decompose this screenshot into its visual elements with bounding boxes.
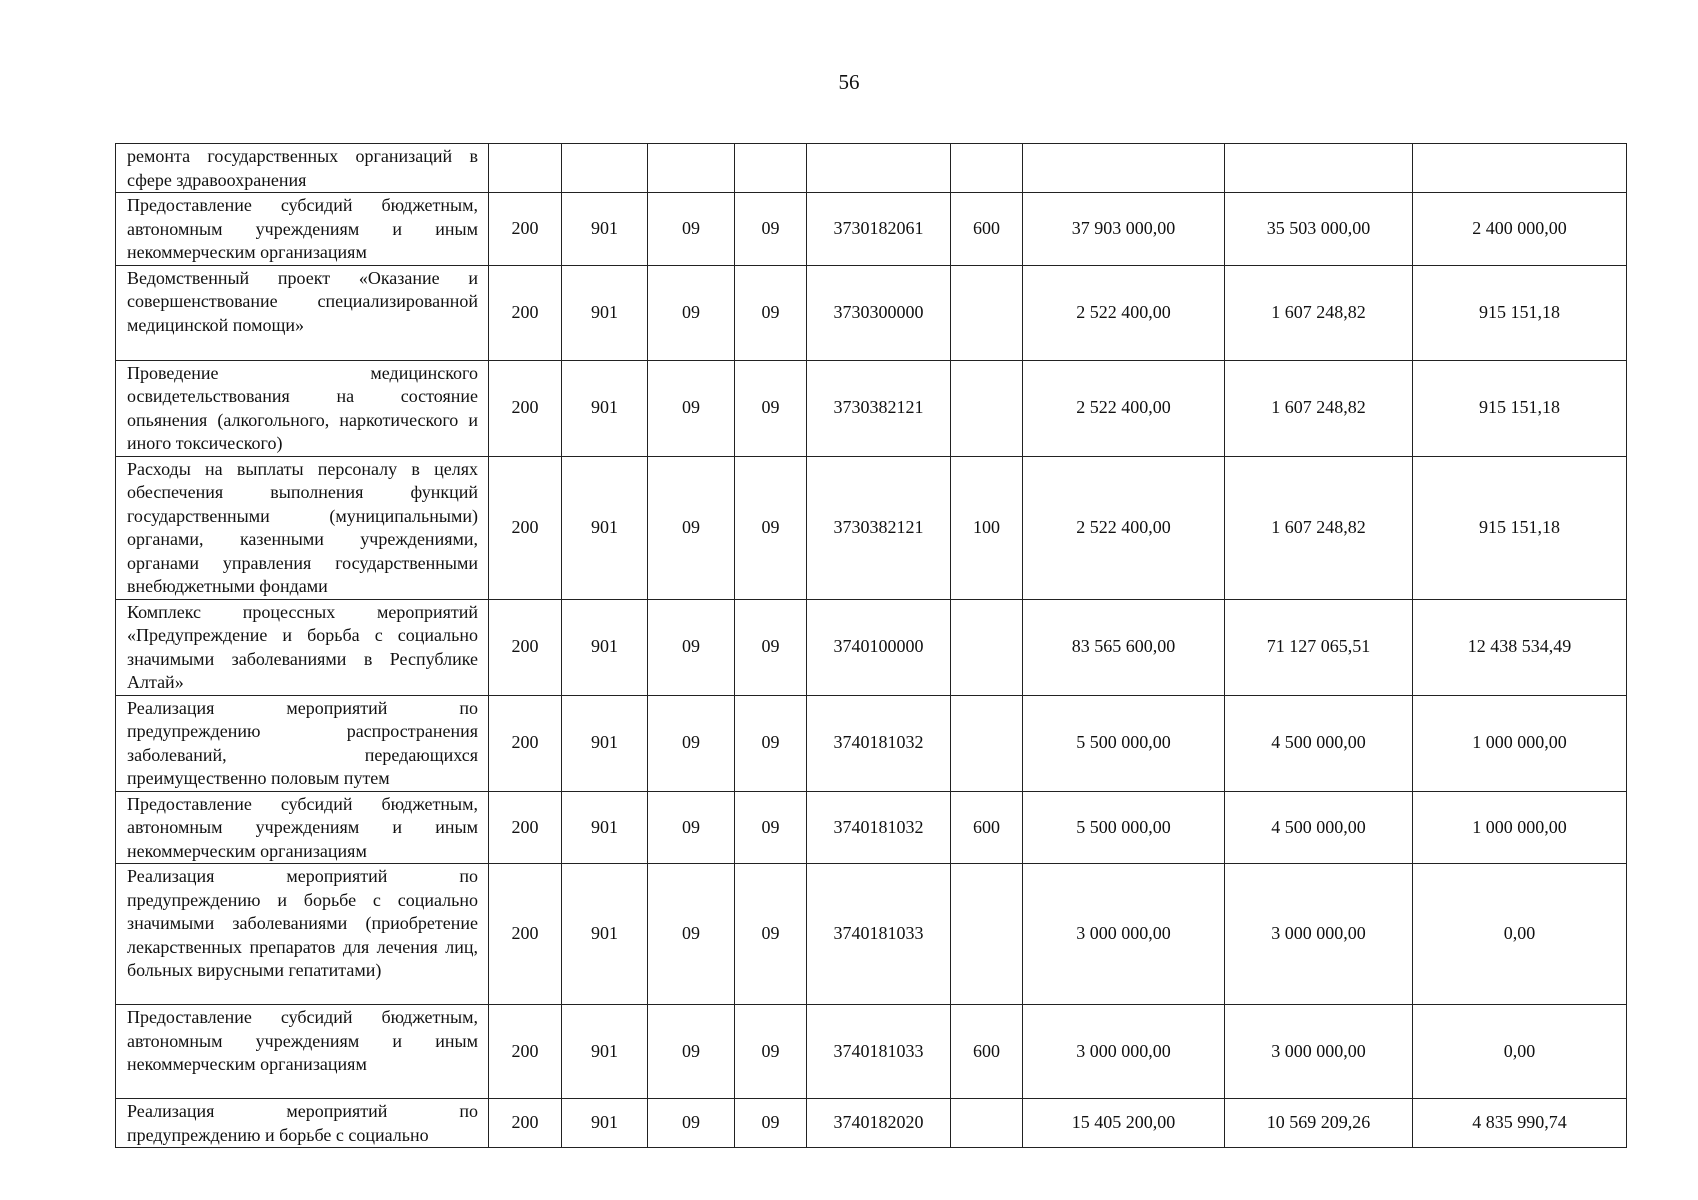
cell-code: 09 — [648, 864, 735, 1005]
table-row — [116, 193, 1627, 266]
cell-code: 09 — [735, 791, 807, 864]
cell-amount: 1 607 248,82 — [1225, 265, 1413, 360]
cell-code: 3730182061 — [807, 193, 951, 266]
cell-amount — [1023, 144, 1225, 193]
cell-code: 09 — [735, 265, 807, 360]
cell-code: 09 — [735, 864, 807, 1005]
cell-code: 901 — [562, 360, 648, 456]
cell-code: 3730382121 — [807, 456, 951, 599]
row-description: Комплекс процессных мероприятий «Предупреждение и борьба с социально значимыми заболеваниями в Республике Алтай» — [116, 599, 489, 695]
cell-amount: 35 503 000,00 — [1225, 193, 1413, 266]
cell-code: 09 — [648, 1099, 735, 1148]
cell-amount: 12 438 534,49 — [1413, 599, 1627, 695]
cell-amount: 1 607 248,82 — [1225, 456, 1413, 599]
table-row — [116, 456, 1627, 599]
cell-amount: 5 500 000,00 — [1023, 695, 1225, 791]
cell-code: 3740182020 — [807, 1099, 951, 1148]
cell-code: 09 — [735, 1005, 807, 1099]
cell-amount: 71 127 065,51 — [1225, 599, 1413, 695]
cell-code: 200 — [489, 193, 562, 266]
row-description: Реализация мероприятий по предупреждению распространения заболеваний, передающихся преимущественно половым путем — [116, 695, 489, 791]
cell-amount: 4 835 990,74 — [1413, 1099, 1627, 1148]
cell-amount: 10 569 209,26 — [1225, 1099, 1413, 1148]
cell-code: 3730300000 — [807, 265, 951, 360]
cell-code: 09 — [735, 599, 807, 695]
cell-amount: 2 522 400,00 — [1023, 360, 1225, 456]
row-description: ремонта государственных организаций в сфере здравоохранения — [116, 144, 489, 193]
row-description: Предоставление субсидий бюджетным, автономным учреждениям и иным некоммерческим организациям — [116, 1005, 489, 1099]
cell-amount — [1225, 144, 1413, 193]
table-row — [116, 360, 1627, 456]
cell-code: 901 — [562, 456, 648, 599]
row-description: Ведомственный проект «Оказание и совершенствование специализированной медицинской помощи» — [116, 265, 489, 360]
cell-code — [951, 144, 1023, 193]
cell-code: 09 — [735, 360, 807, 456]
table-row — [116, 1099, 1627, 1148]
cell-code: 901 — [562, 1005, 648, 1099]
cell-code: 09 — [648, 695, 735, 791]
cell-code: 200 — [489, 360, 562, 456]
cell-amount: 4 500 000,00 — [1225, 695, 1413, 791]
cell-code: 3740100000 — [807, 599, 951, 695]
cell-code: 901 — [562, 791, 648, 864]
cell-amount: 2 522 400,00 — [1023, 456, 1225, 599]
cell-code: 09 — [648, 360, 735, 456]
cell-amount: 915 151,18 — [1413, 265, 1627, 360]
cell-code — [648, 144, 735, 193]
row-description: Реализация мероприятий по предупреждению и борьбе с социально — [116, 1099, 489, 1148]
cell-code: 09 — [648, 599, 735, 695]
cell-amount: 4 500 000,00 — [1225, 791, 1413, 864]
cell-code: 901 — [562, 193, 648, 266]
row-description: Расходы на выплаты персоналу в целях обеспечения выполнения функций государственными (муниципальными) органами, казенными учреждениями, органами управления государственными внебюджетными фондами — [116, 456, 489, 599]
cell-code — [562, 144, 648, 193]
cell-code: 09 — [735, 695, 807, 791]
cell-amount: 2 522 400,00 — [1023, 265, 1225, 360]
table-row — [116, 599, 1627, 695]
cell-code: 09 — [648, 456, 735, 599]
cell-code — [951, 864, 1023, 1005]
cell-code — [951, 1099, 1023, 1148]
cell-code: 3740181033 — [807, 864, 951, 1005]
cell-amount: 915 151,18 — [1413, 360, 1627, 456]
cell-code: 600 — [951, 1005, 1023, 1099]
cell-code — [489, 144, 562, 193]
cell-code: 200 — [489, 599, 562, 695]
cell-amount: 915 151,18 — [1413, 456, 1627, 599]
row-description: Проведение медицинского освидетельствования на состояние опьянения (алкогольного, наркотического и иного токсического) — [116, 360, 489, 456]
cell-code: 200 — [489, 265, 562, 360]
cell-code: 600 — [951, 193, 1023, 266]
cell-code: 3740181033 — [807, 1005, 951, 1099]
table-row — [116, 864, 1627, 1005]
cell-amount: 3 000 000,00 — [1023, 1005, 1225, 1099]
cell-code: 901 — [562, 1099, 648, 1148]
cell-code: 09 — [648, 265, 735, 360]
cell-code: 901 — [562, 265, 648, 360]
cell-amount: 3 000 000,00 — [1225, 1005, 1413, 1099]
cell-amount — [1413, 144, 1627, 193]
page-number: 56 — [838, 70, 860, 94]
cell-code: 3740181032 — [807, 695, 951, 791]
cell-code — [951, 695, 1023, 791]
cell-code: 09 — [735, 1099, 807, 1148]
cell-amount: 5 500 000,00 — [1023, 791, 1225, 864]
cell-code: 901 — [562, 599, 648, 695]
table-row — [116, 1005, 1627, 1099]
table-row — [116, 144, 1627, 193]
cell-code — [807, 144, 951, 193]
cell-code: 200 — [489, 864, 562, 1005]
cell-code: 200 — [489, 1099, 562, 1148]
cell-amount: 15 405 200,00 — [1023, 1099, 1225, 1148]
cell-code: 600 — [951, 791, 1023, 864]
table-row — [116, 265, 1627, 360]
row-description: Реализация мероприятий по предупреждению и борьбе с социально значимыми заболеваниями (приобретение лекарственных препаратов для лечения лиц, больных вирусными гепатитами) — [116, 864, 489, 1005]
cell-code: 200 — [489, 1005, 562, 1099]
cell-code: 09 — [735, 193, 807, 266]
cell-code: 200 — [489, 791, 562, 864]
cell-amount: 3 000 000,00 — [1023, 864, 1225, 1005]
cell-code: 09 — [735, 456, 807, 599]
cell-code: 09 — [648, 1005, 735, 1099]
row-description: Предоставление субсидий бюджетным, автономным учреждениям и иным некоммерческим организациям — [116, 791, 489, 864]
cell-code: 09 — [648, 193, 735, 266]
cell-code: 100 — [951, 456, 1023, 599]
cell-amount: 1 000 000,00 — [1413, 791, 1627, 864]
cell-code: 200 — [489, 695, 562, 791]
cell-code — [951, 265, 1023, 360]
cell-code: 200 — [489, 456, 562, 599]
row-description: Предоставление субсидий бюджетным, автономным учреждениям и иным некоммерческим организациям — [116, 193, 489, 266]
cell-code: 09 — [648, 791, 735, 864]
cell-amount: 1 607 248,82 — [1225, 360, 1413, 456]
cell-code: 3740181032 — [807, 791, 951, 864]
cell-code: 3730382121 — [807, 360, 951, 456]
budget-table — [115, 143, 1627, 1148]
cell-code — [735, 144, 807, 193]
cell-code — [951, 360, 1023, 456]
cell-amount: 2 400 000,00 — [1413, 193, 1627, 266]
cell-amount: 0,00 — [1413, 864, 1627, 1005]
cell-amount: 83 565 600,00 — [1023, 599, 1225, 695]
cell-amount: 3 000 000,00 — [1225, 864, 1413, 1005]
table-row — [116, 695, 1627, 791]
cell-code: 901 — [562, 864, 648, 1005]
table-row — [116, 791, 1627, 864]
cell-amount: 37 903 000,00 — [1023, 193, 1225, 266]
cell-code — [951, 599, 1023, 695]
cell-amount: 1 000 000,00 — [1413, 695, 1627, 791]
cell-code: 901 — [562, 695, 648, 791]
cell-amount: 0,00 — [1413, 1005, 1627, 1099]
